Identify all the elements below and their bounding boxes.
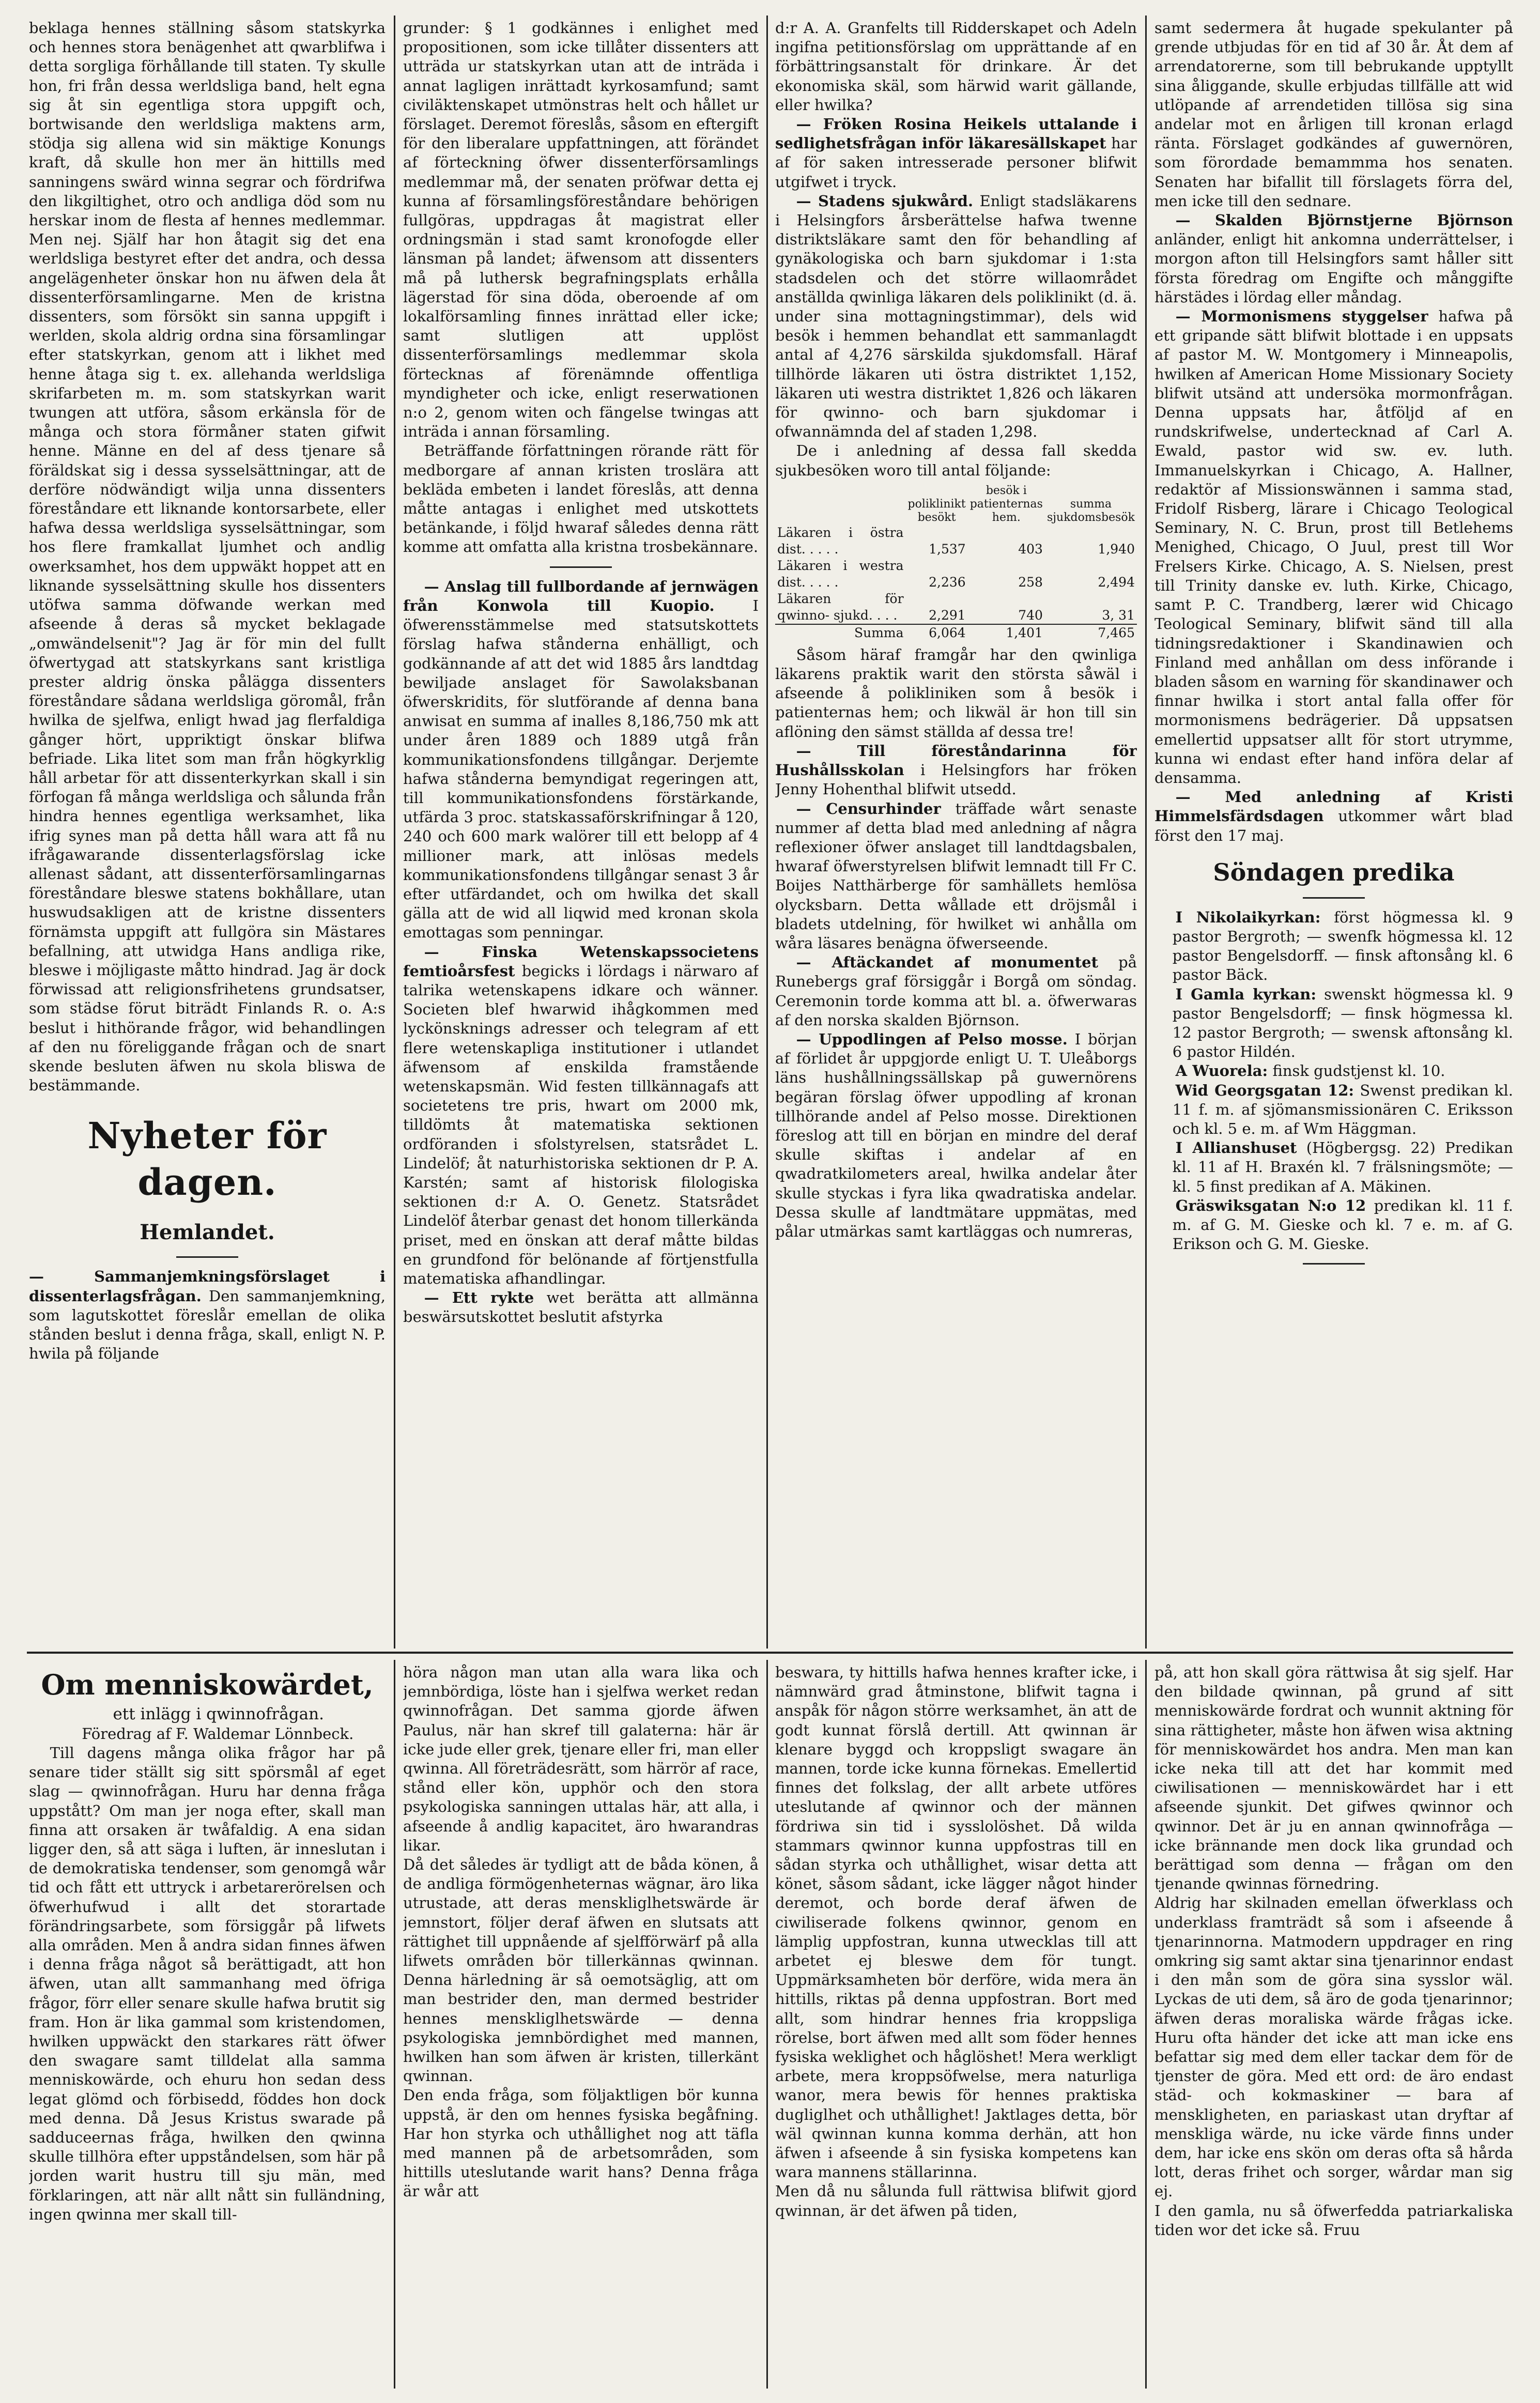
body-paragraph: samt sedermera åt hugade spekulanter på grende utbjudas för en tid af 30 år. Åt dem af arrendatorerne, som till bebrukande upptyllt sina åliggande, skulle erbjudas tillfälle att wid utlöpande af arrendetiden tillösa sig sina andelar mot en årligen till kronan erlagd ränta. Förslaget godkändes af guwernören, som förordade bemammma hos senaten. Senaten har bifallit till förslagets förra del, men icke till den sednare.: [1154, 19, 1513, 210]
article-title: Om menniskowärdet,: [41, 1668, 374, 1701]
service-text: Swenst predikan kl. 11 f. m. af sjömansmissionären C. Eriksson och kl. 5 e. m. af Wm Häggman.: [1172, 1081, 1513, 1137]
divider: [550, 566, 612, 568]
row-label: Läkaren för qwinno- sjukd. . . .: [777, 591, 904, 623]
service-listing: [1154, 908, 1513, 985]
item-title: — Sammanjemkningsförslaget i dissenterlagsfrågan.: [29, 1268, 386, 1305]
column-3: [775, 19, 1137, 1641]
sunday-sermons-heading: Söndagen predika: [1213, 858, 1455, 886]
item-title: — Finska Wetenskapssocietens femtioårsfest: [403, 943, 759, 980]
body-paragraph: beklaga hennes ställning såsom statskyrka och hennes stora benägenhet att qwarblifwa i detta sorgliga förhållande till staten. Ty skulle hon, fri från dessa werldsliga band, helt egna sig åt sin egentliga stora uppgift och, bortwisande den werldsliga maktens arm, stödja sig allena wid sin mäktige Konungs kraft, då skulle hon mer än hittills med sanningens swärd winna segrar och fördrifwa den likgiltighet, otro och andliga död som nu herskar inom de flesta af hennes medlemmar. Men nej. Själf har hon åtagit sig det ena werldsliga bestyret efter det andra, och dessa angelägenheter önskar hon nu äfwen dela åt dissenterförsamlingarne. Men de kristna dissenters, som försökt sin sanna uppgift i werlden, skola aldrig ordna sina församlingar efter statskyrkan, genom att i likhet med henne åtaga sig t. ex. allehanda werldsliga skrifarbeten m. m. som statskyrkan warit twungen att utföra, såsom erkänsla för de många och stora förmåner staten gifwit henne. Männe en del af dess tjenare så föräldskat sig i dessa sysselsättningar, att de derföre nödwändigt wilja unna dissenters föreståndare ett liknande kontorsarbete, eller hafwa dessa werldsliga sysselsättningar, som hos flere framkallat ljumhet och andlig owerksamhet, hos dem uppwäkt hoppet att en liknande sysselsättning skulle hos dissenters utöfwa samma döfwande werkan med afseende å deras så mycket beklagade „omwändelsenit"? Jag är för min del fullt öfwertygad att statskyrkans sant kristliga prester aldrig önska pålägga dissenters föreståndare sådana werldsliga göromål, från hwilka de sjelfwa, enligt hwad jag flerfaldiga gånger hört, uppriktigt önskar blifwa befriade. Lika litet som man från högkyrklig håll arbetar för att dissenterkyrkan skall i sin förfogan få många werldsliga och sålunda från hindra hennes egentliga werksamhet, lika ifrig synes man på detta håll wara att få nu ifrågawarande dissenterlagsförslag icke allenast sådant, att dissenterförsamlingarnas föreståndare bleswe statens bokhållare, utan huswudsakligen att de kristne dissenters förnämsta uppgift att fullgöra sin Mästares befallning, att utwidga Hans andliga rike, bleswe i möjligaste måtto hindrad. Jag är dock förwissad att religionsfrihetens grundsatser, som städse förut biträdt Finlands R. o. A:s beslut i hithörande frågor, wid behandlingen af den nu föreliggande frågan och de snart skende besluten äfwen nu skola bliswa de bestämmande.: [29, 19, 386, 1095]
item-text: Den sammanjemkning, som lagutskottet föreslår emellan de olika stånden beslut i denna fråga, skall, enligt N. P. hwila på följande: [29, 1287, 386, 1363]
table-cell: 1,537: [929, 541, 966, 557]
table-cell: 403: [1018, 541, 1043, 557]
table-cell: 740: [1018, 607, 1043, 623]
item-text: wet berätta att allmänna beswärsutskottet beslutit afstyrka: [403, 1289, 759, 1326]
divider: [176, 1256, 238, 1258]
article-subtitle: ett inlägg i qwinnofrågan.: [113, 1705, 324, 1723]
item-title: — Till föreståndarinna för Hushållsskolan: [775, 742, 1137, 779]
item-title: — Ett rykte: [424, 1289, 534, 1307]
service-text: först högmessa kl. 9 pastor Bergroth; — swenfk högmessa kl. 12 pastor Bengelsdorff. — finsk aftonsång kl. 6 pastor Bäck.: [1172, 908, 1513, 984]
service-listing: [1154, 1138, 1513, 1196]
article-text: Till dagens många olika frågor har på senare tider ställt sig sitt spörsmål af eget slag — qwinnofrågan. Huru har denna fråga uppstått? Om man jer noga efter, skall man finna att orsaken är twåfaldig. A ena sidan ligger den, så att säga i luften, är inneslutan i de demokratiska tendenser, som genomgå wår tid och fått ett uttryck i arbetarerörelsen och öfwerhufwud i allt det storartade förändringsarbete, som försiggår på lifwets alla områden. Men å andra sidan finnes äfwen i denna fråga något så berättigadt, att hon äfwen, utan allt sammanhang med öfriga frågor, förr eller senare skulle hafwa brutit sig fram. Hon är lika gammal som kristendomen, hwilken uppwäckt den starkares rätt öfwer den swagare samt tilldelat alla samma menniskowärde, och ehuru hon sedan dess legat glömd och förbisedd, föddes hon dock med denna. Då Jesus Kristus swarade på sadduceernas fråga, hwilken den qwinna skulle tillhöra efter uppståndelsen, som här på jorden warit hustru till sju män, med förklaringen, att när allt nått sin fulländning, ingen qwinna mer skall till-: [29, 1744, 386, 2223]
item-text: hafwa på ett gripande sätt blifwit blottade i en uppsats af pastor M. W. Montgomery i Minneapolis, hwilken af American Home Missionary Society blifwit utsänd att undersöka mormonfrågan. Denna uppsats har, åtföljd af en rundskrifwelse, undertecknad af Carl A. Ewald, pastor wid sw. ev. luth. Immanuelskyrkan i Chicago, A. Hallner, redaktör af Missionswännen i samma stad, Fridolf Risberg, lärare i Chicago Teological Seminary, N. C. Brun, prost till Betlehems Menighed, Chicago, O Juul, prest till Wor Frelsers Kirke. Chicago, A. S. Nielsen, prest till Trinity danske ev. luth. Kirke, Chicago, samt P. C. Trandberg, lærer wid Chicago Teological Seminary, blifwit sänd till alla tidningsredaktioner i Skandinawien och Finland med anhållan om dess införande i bladen såsom en warning för skandinawer och finnar hwilka i stort antal falla offer för mormonismens bedrägerier. Då uppsatsen emellertid uppsatser allt för stort utrymme, kunna wi endast efter hand införa delar af densamma.: [1154, 307, 1513, 787]
column-rule: [394, 16, 395, 1649]
service-text: swenskt högmessa kl. 9 pastor Bengelsdorff; — finsk högmessa kl. 12 pastor Bergroth; — swensk aftonsång kl. 6 pastor Hildén.: [1172, 985, 1513, 1061]
item-title: — Uppodlingen af Pelso mosse.: [796, 1030, 1068, 1048]
body-paragraph: Såsom häraf framgår har den qwinliga läkarens praktik warit den största såwäl i afseende å polikliniken som å besök i patienternas hem; och likwäl är hon till sin aflöning den sämst ställda af dessa tre!: [775, 645, 1137, 741]
item-title: — Fröken Rosina Heikels uttalande i sedlighetsfrågan inför läkaresällskapet: [775, 115, 1137, 152]
item-title: — Stadens sjukwård.: [796, 192, 974, 210]
service-listing: [1154, 985, 1513, 1062]
article-text: höra någon man utan alla wara lika och jemnbördiga, löste han i sjelfwa werket redan qwinnofrågan. Det samma gjorde äfwen Paulus, när han skref till galaterna: här är icke jude eller grek, tjenare eller fri, man eller qwinna. All företrädesrätt, som härrör af race, stånd eller kön, upphör och den stora psykologiska sanningen uttalas här, att alla, i afseende å andlig kapacitet, äro hwarandras likar. Då det således är tydligt att de båda könen, å de andliga förmögenheternas wägnar, äro lika utrustade, att deras menskliglhetswärde är jemnstort, följer deraf äfwen en slutsats att rättighet till uppnående af sjelfförwärf på alla lifwets områden bör tillerkännas qwinnan. Denna härledning är så oemotsäglig, att om man bestrider den, man dermed bestrider hennes menskliglhetswärde — denna psykologiska jemnbördighet med mannen, hwilken han som äfwen är kristen, tillerkänt qwinnan. Den enda fråga, som följaktligen bör kunna uppstå, är den om hennes fysiska begåfning. Har hon styrka och uthållighet nog att täfla med mannen på de arbetsområden, som hittills uteslutande warit hans? Denna fråga är wår att: [403, 1663, 759, 2200]
body-paragraph: grunder: § 1 godkännes i enlighet med propositionen, som icke tillåter dissenters att utträda ur statskyrkan utan att de inträda i annat lagligen inrättadt kyrkosamfund; samt civiläktenskapet utmönstras helt och hållet ur förslaget. Deremot föreslås, såsom en eftergift för den liberalare uppfattningen, att förändet af förteckning öfwer dissenterförsamlings medlemmar må, der senaten pröfwar detta ej kunna af församlingsföreståndare behörigen fullgöras, uppdragas åt magistrat eller ordningsmän i stad samt kronofogde eller länsman på landet; äfwensom att dissenters må på luthersk begrafningsplats erhålla lägerstad för sina döda, oberoende af om lokalförsamling finnes inrättad eller icke; samt slutligen att upplöst dissenterförsamlings medlemmar skola förtecknas af förenämnde offentliga myndigheter och icke, enligt reserwationen n:o 2, genom witen och fängelse twingas att inträda i annan församling.: [403, 19, 759, 441]
subsection-heading: Hemlandet.: [140, 1220, 275, 1245]
table-cell: 2,291: [929, 607, 966, 623]
table-row: [775, 558, 1137, 591]
service-text: (Högbergsg. 22) Predikan kl. 11 af H. Braxén kl. 7 frälsningsmöte; — kl. 5 finst predikan af A. Mäkinen.: [1172, 1139, 1513, 1195]
table-cell: 6,064: [906, 624, 968, 641]
service-text: finsk gudstjenst kl. 10.: [1272, 1062, 1445, 1080]
item-text: I öfwerensstämmelse med statsutskottets förslag hafwa stånderna enhälligt, och godkännande af att det wid 1885 års landtdag bewiljade anslaget för Sawolaksbanan öfwerskridits, för slutförande af denna bana anwisat en summa af inalles 8,186,750 mk att under åren 1889 och 1889 utgå från kommunikationsfondens tillgångar. Derjemte hafwa stånderna bemyndigat regeringen att, till kommunikationsfondens förstärkande, utfärda 3 proc. statskassaförskrifningar å 120, 240 och 600 mark walörer till ett belopp af 4 millioner mark, att inlösas medels kommunikationsfondens tillgångar senast 3 år efter utfärdandet, och om hwilka det skall gälla att de wid all liqwid med kronan skola emottagas som penningar.: [403, 596, 759, 942]
service-place: A Wuorela:: [1175, 1062, 1268, 1080]
article-column-4: [1154, 1663, 1513, 2392]
article-column-2: [403, 1663, 759, 2392]
service-place: Gräswiksgatan N:o 12: [1175, 1196, 1366, 1214]
item-text: på Runebergs graf försiggår i Borgå om söndag. Ceremonin torde komma att bl. a. öfwerwaras af den norska skalden Björnson.: [775, 953, 1137, 1029]
item-title: — Aftäckandet af monumentet: [796, 953, 1098, 972]
column-2: [403, 19, 759, 1641]
table-header: besök i patienternas hem.: [969, 484, 1043, 524]
table-cell: 258: [1018, 574, 1043, 590]
table-row: [775, 591, 1137, 624]
article-byline: Föredrag af F. Waldemar Lönnbeck.: [82, 1725, 354, 1743]
section-heading: Nyheter för dagen.: [87, 1114, 327, 1204]
row-label: Läkaren i westra dist. . . . .: [777, 558, 904, 590]
item-text: anländer, enligt hit ankomna underrättelser, i morgon afton till Helsingfors samt håller sitt första föredrag om Engifte och månggifte härstädes i lördag eller måndag.: [1154, 230, 1513, 306]
table-cell: 3, 31: [1102, 607, 1135, 623]
column-rule: [1145, 16, 1147, 1649]
table-cell: 2,236: [929, 574, 966, 590]
body-paragraph: Beträffande författningen rörande rätt för medborgare af annan kristen troslära att bekläda embeten i landet föreslås, att denna måtte antagas i enlighet med utskottets betänkande, i följd hwaraf således denna rätt komme att omfatta alla kristna trosbekännare.: [403, 442, 759, 556]
item-text: I början af förlidet år uppgjorde enligt U. T. Uleåborgs läns hushållningssällskap på guwernörens begäran förslag öfwer uppodling af kronan tillhörande andel af Pelso mosse. Direktionen föreslog att till en början en mindre del deraf skulle skiftas i andelar af en qwadratkilometers areal, hwilka andelar åter skulle styckas i fyra lika qwadratiska andelar. Dessa skulle af landtmätare uppmätas, med pålar utmärkas samt kartläggas och numreras,: [775, 1030, 1137, 1240]
article-text: beswara, ty hittills hafwa hennes krafter icke, i nämnwärd grad åtminstone, blifwit tagna i anspåk för någon större werksamhet, än att de godt kunnat förslå dertill. Att qwinnan är klenare byggd och kroppsligt swagare än mannen, torde icke kunna förnekas. Emellertid finnes det folkslag, der allt arbete utföres uteslutande af qwinnor och der männen fördriwa sin tid i sysslolöshet. Då wilda stammars qwinnor kunna uppfostras till en sådan styrka och uthållighet, wisar detta att könet, såsom sådant, icke lägger något hinder deremot, och borde deraf äfwen de ciwiliserade folkens qwinnor, genom en lämplig uppfostran, kunna utwecklas till att arbetet ej bleswe dem för tungt. Uppmärksamheten bör derföre, wida mera än hittills, riktas på denna uppfostran. Bort med allt, som hindrar hennes fria kroppsliga rörelse, bort äfwen med allt som föder hennes fysiska weklighet och håglöshet! Mera werkligt arbete, mera kroppsöfwelse, mera naturliga wanor, mera bewis för hennes praktiska dugliglhet och uthållighet! Jaktlages detta, bör wäl qwinnan kunna komma derhän, att hon äfwen i afseende å sin fysiska kompetens kan wara mannens ställarinna. Men då nu sålunda full rättwisa blifwit gjord qwinnan, är det äfwen på tiden,: [775, 1663, 1137, 2220]
column-rule: [394, 1660, 395, 2389]
column-4: [1154, 19, 1513, 1641]
item-text: träffade wårt senaste nummer af detta blad med anledning af några reflexioner öfwer anslaget till landtdagsbalen, hwaraf öfwerstyrelsen blifwit lemnadt till Fr C. Boijes Natthärberge för samhällets hemlösa olycksbarn. Detta wållade ett dröjsmål i bladets utdelning, för hwilket wi anhålla om wåra läsares benägna öfwerseende.: [775, 799, 1137, 952]
table-cell: 1,401: [968, 624, 1045, 641]
item-text: Enligt stadsläkarens i Helsingfors årsberättelse hafwa twenne distriktsläkare samt den för behandling af gynäkologiska och barn sjukdomar i 1:sta stadsdelen och det större willaområdet anställda qwinliga läkaren dels poliklinikt (d. ä. under sina mottagningstimmar), dels wid besök i hemmen behandlat ett sammanlagdt antal af 4,276 särskilda sjukdomsfall. Häraf tillhörde läkaren uti östra distriktet 1,152, läkaren uti westra distriktet 1,826 och läkaren för qwinno- och barn sjukdomar i ofwannämnda del af staden 1,298.: [775, 192, 1137, 441]
table-cell: 2,494: [1098, 574, 1135, 590]
column-rule: [766, 16, 768, 1649]
item-title: — Anslag till fullbordande af jernwägen från Konwola till Kuopio.: [403, 577, 759, 614]
statistics-table: [775, 484, 1137, 641]
item-title: — Mormonismens styggelser: [1175, 307, 1428, 326]
service-listing: [1154, 1196, 1513, 1254]
table-cell: 1,940: [1098, 541, 1135, 557]
divider: [1303, 897, 1365, 899]
service-place: Wid Georgsgatan 12:: [1175, 1081, 1354, 1099]
service-text: predikan kl. 11 f. m. af G. M. Gieske och kl. 7 e. m. af G. Erikson och G. M. Gieske.: [1172, 1196, 1513, 1253]
item-text: begicks i lördags i närwaro af talrika wetenskapens idkare och wänner. Societen blef hwarwid ihågkommen med lyckönsknings adresser och telegram af ett flere wetenskapliga institutioner i utlandet äfwensom af enskilda framstående wetenskapsmän. Wid festen tillkännagafs att societetens tre pris, hwart om 2000 mk, tilldömts åt matematiska sektionen ordföranden i sfolstyrelsen, statsrådet L. Lindelöf; åt naturhistoriska sektionen dr P. A. Karstén; samt af historisk filologiska sektionen d:r A. O. Genetz. Statsrådet Lindelöf återbar genast det honom tillerkända priset, med en önskan att deraf måtte bildas en grundfond för belönande af förtjenstfulla matematiska afhandlingar.: [403, 962, 759, 1287]
article-column-1: [29, 1663, 386, 2392]
service-place: I Allianshuset: [1175, 1139, 1297, 1157]
service-place: I Nikolaikyrkan:: [1175, 908, 1321, 926]
item-title: — Censurhinder: [796, 799, 941, 818]
body-paragraph: d:r A. A. Granfelts till Ridderskapet och Adeln ingifna petitionsförslag om upprättande af en förbättringsanstalt för drinkare. Är det ekonomiska skäl, som härwid warit gällande, eller hwilka?: [775, 19, 1137, 114]
item-text: i Helsingfors har fröken Jenny Hohenthal blifwit utsedd.: [775, 761, 1137, 798]
service-listing: [1154, 1081, 1513, 1139]
article-text: på, att hon skall göra rättwisa åt sig sjelf. Har den bildade qwinnan, på grund af sitt menniskowärde fordrat och wunnit aktning för sina rättigheter, måste hon äfwen wisa aktning för menniskowärdet hos andra. Men man kan icke neka till att det har kommit med ciwilisationen — menniskowärdet har i ett afseende sjunkit. Det gifwes qwinnor och qwinnor. Det är ju en annan qwinnofråga — icke brännande men dock lika grundad och berättigad som denna — frågan om den tjenande qwinnas förnedring. Aldrig har skilnaden emellan öfwerklass och underklass framträdt så som i afseende å tjenarinnorna. Matmodern uppdrager en ring omkring sig samt aktar sina tjenarinnor endast i den mån som de göra sina sysslor wäl. Lyckas de uti dem, så äro de goda tjenarinnor; äfwen deras moraliska wärde frågas icke. Huru ofta händer det icke att man icke ens befattar sig med dem eller tackar dem för de tjenster de göra. Med ett ord: de äro endast städ- och kokmaskiner — bara af menskligheten, en pariaskast utan dryftar af menskliga wärde, nu icke värde finns under dem, har icke ens skön om deras ofta så hårda lott, deras frihet och sorger, wårdar man sig ej. I den gamla, nu så öfwerfedda patriarkaliska tiden wor det icke så. Fruu: [1154, 1663, 1513, 2239]
column-1: [29, 19, 386, 1641]
row-label: Summa: [775, 624, 906, 641]
item-title: — Med anledning af Kristi Himmelsfärdsdagen: [1154, 788, 1513, 825]
service-listing: [1154, 1061, 1513, 1081]
item-text: har af för saken intresserade personer blifwit utgifwet i tryck.: [775, 134, 1137, 191]
divider: [1303, 1263, 1365, 1265]
feuilleton-rule: [27, 1652, 1513, 1654]
table-header: summa sjukdomsbesök: [1046, 497, 1135, 524]
service-place: I Gamla kyrkan:: [1175, 985, 1317, 1003]
table-sum-row: [775, 624, 1137, 641]
item-text: utkommer wårt blad först den 17 maj.: [1154, 807, 1513, 844]
table-row: [775, 525, 1137, 558]
row-label: Läkaren i östra dist. . . . .: [777, 525, 904, 557]
column-rule: [766, 1660, 768, 2389]
table-header-row: [775, 484, 1137, 525]
article-column-3: [775, 1663, 1137, 2392]
column-rule: [1145, 1660, 1147, 2389]
table-cell: 7,465: [1045, 624, 1137, 641]
table-header: poliklinikt besökt: [907, 497, 966, 524]
item-title: — Skalden Björnstjerne Björnson: [1175, 211, 1513, 229]
body-paragraph: De i anledning af dessa fall skedda sjukbesöken woro till antal följande:: [775, 442, 1137, 479]
